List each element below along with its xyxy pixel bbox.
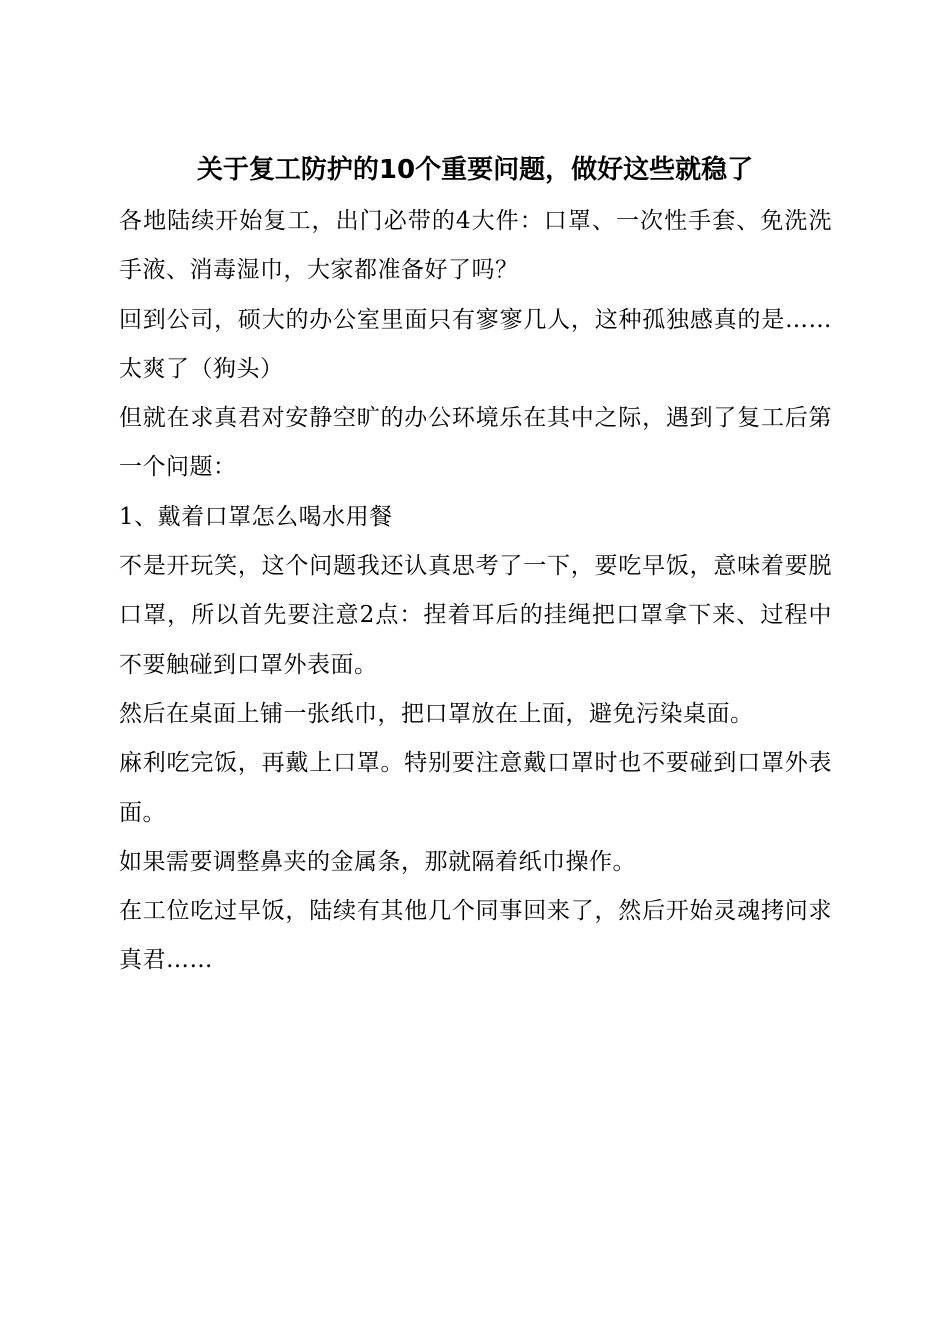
paragraph-colleagues: 在工位吃过早饭，陆续有其他几个同事回来了，然后开始灵魂拷问求真君…… xyxy=(119,898,832,974)
paragraph-first-problem: 但就在求真君对安静空旷的办公环境乐在其中之际，遇到了复工后第一个问题： xyxy=(119,405,832,481)
document-body xyxy=(119,197,832,986)
paragraph-tissue: 然后在桌面上铺一张纸巾，把口罩放在上面，避免污染桌面。 xyxy=(119,700,754,727)
paragraph-nose-clip: 如果需要调整鼻夹的金属条，那就隔着纸巾操作。 xyxy=(119,848,636,875)
section-heading-1: 1、戴着口罩怎么喝水用餐 xyxy=(119,503,393,530)
document-title: 关于复工防护的10个重要问题，做好这些就稳了 xyxy=(196,155,754,185)
paragraph-intro: 各地陆续开始复工，出门必带的4大件：口罩、一次性手套、免洗洗手液、消毒湿巾，大家都准备好了吗？ xyxy=(119,208,832,284)
paragraph-wear-mask: 麻利吃完饭，再戴上口罩。特别要注意戴口罩时也不要碰到口罩外表面。 xyxy=(119,750,832,826)
paragraph-office: 回到公司，硕大的办公室里面只有寥寥几人，这种孤独感真的是……太爽了（狗头） xyxy=(119,306,832,382)
paragraph-remove-mask: 不是开玩笑，这个问题我还认真思考了一下，要吃早饭，意味着要脱口罩，所以首先要注意2点：捏着耳后的挂绳把口罩拿下来、过程中不要触碰到口罩外表面。 xyxy=(119,553,832,678)
